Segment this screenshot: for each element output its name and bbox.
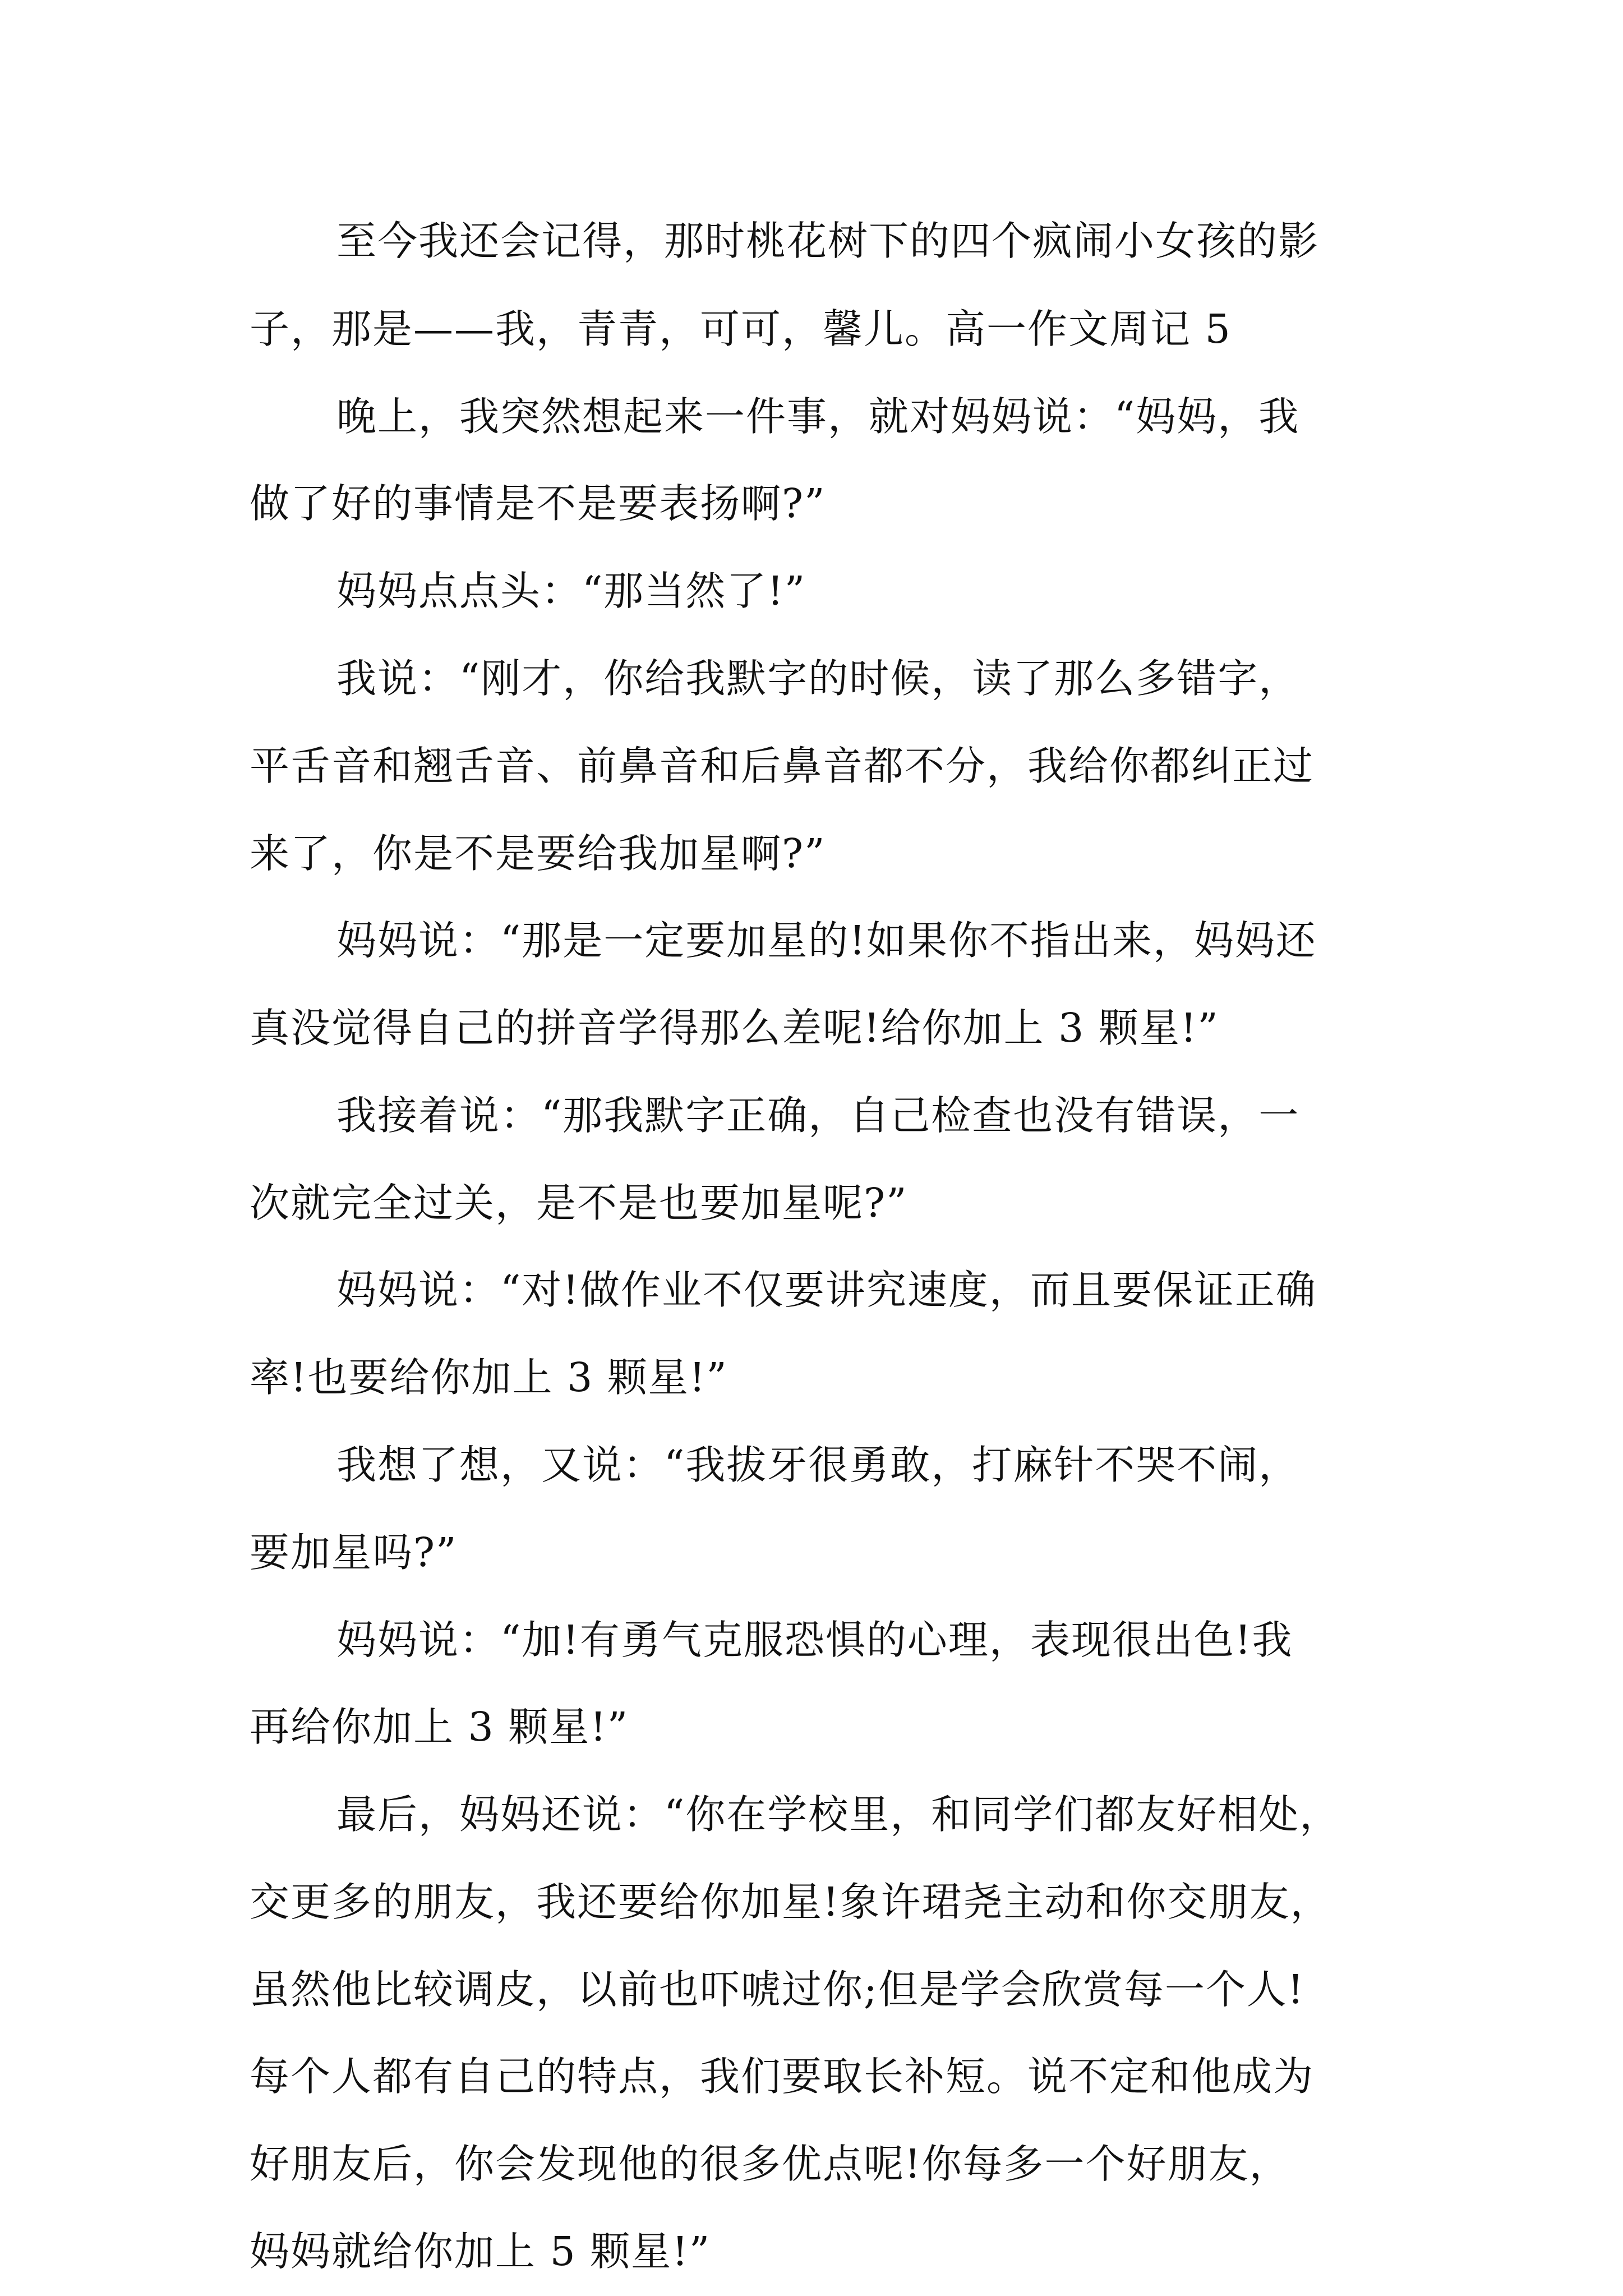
text-line: 晚上，我突然想起来一件事，就对妈妈说：“妈妈，我 — [336, 393, 1300, 440]
text-line: 最后，妈妈还说：“你在学校里，和同学们都友好相处， — [336, 1791, 1341, 1838]
text-line: 妈妈说：“对!做作业不仅要讲究速度，而且要保证正确 — [336, 1267, 1317, 1313]
text-line: 子，那是——我，青青，可可，馨儿。高一作文周记 5 — [250, 306, 1232, 352]
text-line: 我接着说：“那我默字正确，自己检查也没有错误，一 — [336, 1092, 1300, 1139]
text-line: 我想了想，又说：“我拔牙很勇敢，打麻针不哭不闹， — [336, 1442, 1300, 1488]
text-line: 每个人都有自己的特点，我们要取长补短。说不定和他成为 — [250, 2053, 1315, 2100]
text-line: 要加星吗?” — [250, 1529, 458, 1576]
text-line: 来了，你是不是要给我加星啊?” — [250, 830, 826, 877]
text-line: 率!也要给你加上 3 颗星!” — [250, 1354, 728, 1401]
text-line: 我说：“刚才，你给我默字的时候，读了那么多错字， — [336, 655, 1300, 702]
text-line: 妈妈点点头：“那当然了!” — [336, 568, 806, 614]
text-line: 好朋友后，你会发现他的很多优点呢!你每多一个好朋友， — [250, 2141, 1290, 2187]
text-line: 至今我还会记得，那时桃花树下的四个疯闹小女孩的影 — [336, 218, 1320, 264]
text-line: 次就完全过关，是不是也要加星呢?” — [250, 1180, 908, 1226]
text-line: 再给你加上 3 颗星!” — [250, 1704, 629, 1750]
text-line: 真没觉得自己的拼音学得那么差呢!给你加上 3 颗星!” — [250, 1005, 1219, 1051]
text-line: 妈妈说：“加!有勇气克服恐惧的心理，表现很出色!我 — [336, 1617, 1293, 1663]
text-line: 妈妈就给你加上 5 颗星!” — [250, 2228, 711, 2275]
text-line: 虽然他比较调皮，以前也吓唬过你;但是学会欣赏每一个人! — [250, 1966, 1305, 2013]
text-line: 妈妈说：“那是一定要加星的!如果你不指出来，妈妈还 — [336, 917, 1317, 964]
text-line: 平舌音和翘舌音、前鼻音和后鼻音都不分，我给你都纠正过 — [250, 743, 1315, 789]
text-line: 做了好的事情是不是要表扬啊?” — [250, 480, 826, 527]
text-line: 交更多的朋友，我还要给你加星!象许珺尧主动和你交朋友， — [250, 1879, 1331, 1925]
